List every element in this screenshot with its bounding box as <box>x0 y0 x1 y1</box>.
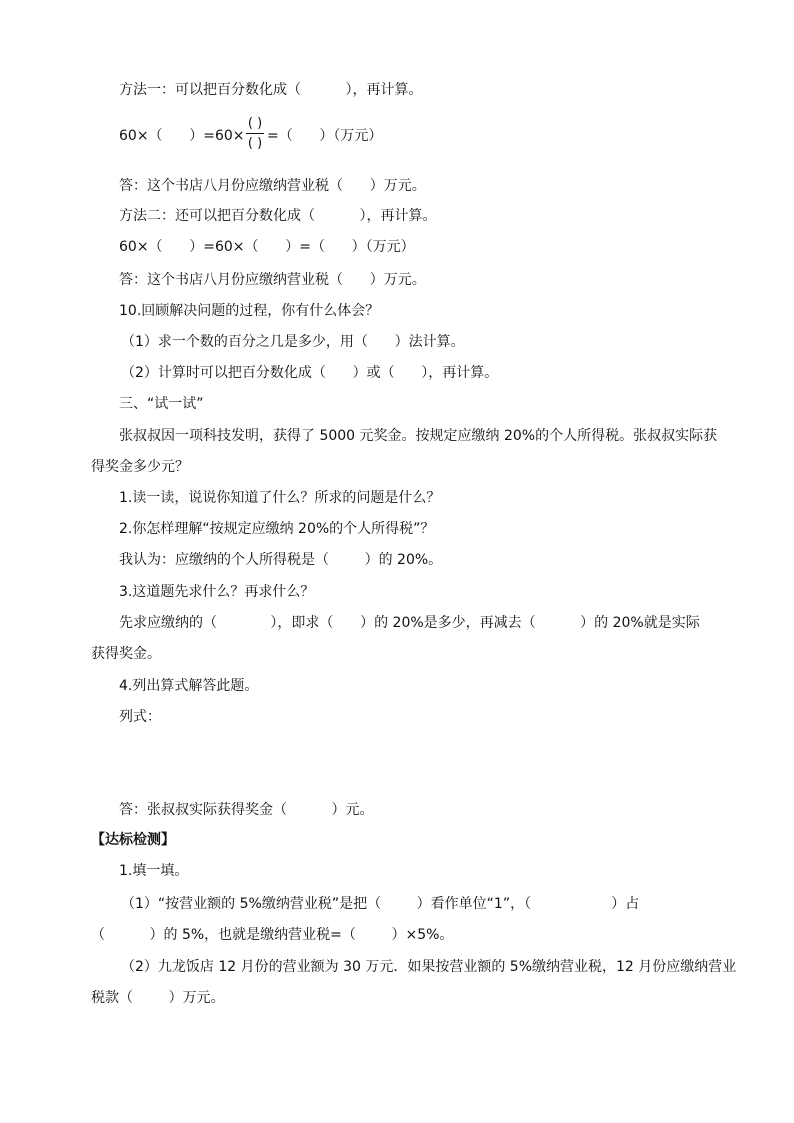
question-10-item-2: （2）计算时可以把百分数化成（ ）或（ ），再计算。 <box>121 365 499 381</box>
step-3-answer-line-2: 获得奖金。 <box>91 646 161 662</box>
fraction-blank <box>246 116 264 151</box>
fill-in-heading: 1.填一填。 <box>119 863 189 879</box>
problem-line-2: 得奖金多少元？ <box>91 459 189 475</box>
method-two-line: 方法二：还可以把百分数化成（ ），再计算。 <box>119 208 437 224</box>
fill-in-item-1-line-1: （1）“按营业额的 5%缴纳营业税”是把（ ）看作单位“1”，（ ）占 <box>121 896 640 912</box>
answer-one-line: 答：这个书店八月份应缴纳营业税（ ）万元。 <box>119 178 426 194</box>
answer-two-line: 答：这个书店八月份应缴纳营业税（ ）万元。 <box>119 272 426 288</box>
problem-line-1: 张叔叔因一项科技发明，获得了 5000 元奖金。按规定应缴纳 20%的个人所得税。张叔叔实际获 <box>119 428 718 444</box>
equation-one-left: 60×（ ）=60× <box>119 128 245 144</box>
question-10-item-1: （1）求一个数的百分之几是多少，用（ ）法计算。 <box>121 334 465 350</box>
section-three-heading: 三、“试一试” <box>119 396 204 412</box>
step-3-line: 3.这道题先求什么？再求什么？ <box>119 584 315 600</box>
question-10-line: 10.回顾解决问题的过程，你有什么体会？ <box>119 303 380 319</box>
fraction-numerator: ( ) <box>247 116 263 131</box>
formula-label: 列式： <box>119 709 161 725</box>
method-one-line: 方法一：可以把百分数化成（ ），再计算。 <box>119 82 423 98</box>
equation-two-line: 60×（ ）=60×（ ）=（ ）（万元） <box>119 239 415 255</box>
fraction-denominator: ( ) <box>247 136 263 151</box>
equation-one-right: =（ ）（万元） <box>267 128 383 144</box>
step-2-answer-line: 我认为：应缴纳的个人所得税是（ ）的 20%。 <box>119 552 443 568</box>
step-3-answer-line-1: 先求应缴纳的（ ），即求（ ）的 20%是多少，再减去（ ）的 20%就是实际 <box>119 615 700 631</box>
assessment-heading: 【达标检测】 <box>91 832 175 848</box>
step-2-line: 2.你怎样理解“按规定应缴纳 20%的个人所得税”？ <box>119 521 435 537</box>
fraction-bar <box>246 133 264 134</box>
final-answer-line: 答：张叔叔实际获得奖金（ ）元。 <box>119 802 374 818</box>
step-1-line: 1.读一读，说说你知道了什么？所求的问题是什么？ <box>119 490 441 506</box>
fill-in-item-1-line-2: （ ）的 5%，也就是缴纳营业税=（ ）×5%。 <box>91 927 454 943</box>
fill-in-item-2-line-2: 税款（ ）万元。 <box>91 990 225 1006</box>
step-4-line: 4.列出算式解答此题。 <box>119 678 259 694</box>
fill-in-item-2-line-1: （2）九龙饭店 12 月份的营业额为 30 万元．如果按营业额的 5%缴纳营业税，12 月份应缴纳营业 <box>121 959 737 975</box>
